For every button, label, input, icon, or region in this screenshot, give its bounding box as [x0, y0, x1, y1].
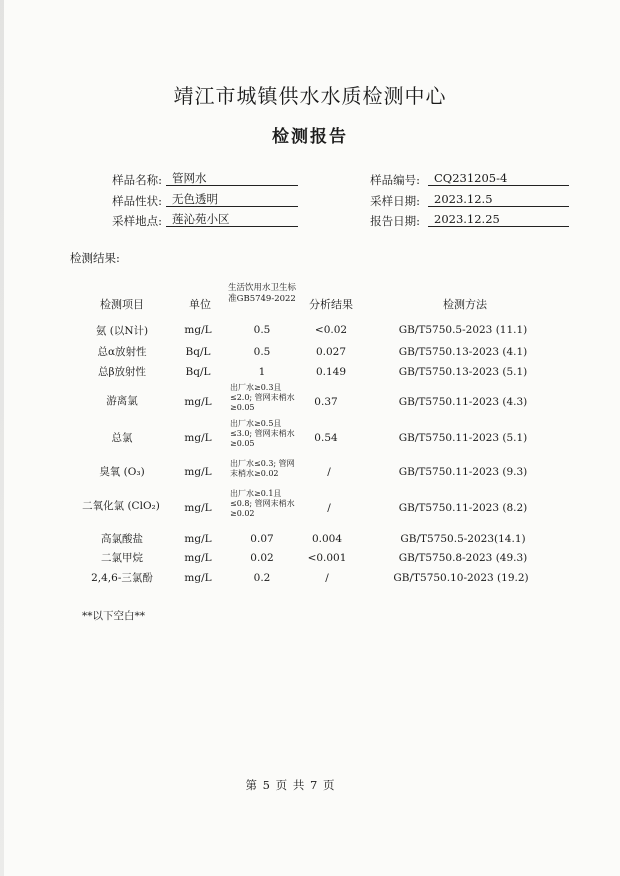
end-of-data-mark: **以下空白** [82, 610, 145, 622]
row-item: 总β放射性 [97, 366, 147, 378]
header-unit: 单位 [189, 298, 211, 311]
sample-name-value: 管网水 [166, 171, 298, 186]
row-standard: 0.5 [253, 346, 271, 358]
row-item: 臭氧 (O₃) [99, 466, 145, 478]
row-method: GB/T5750.11-2023 (5.1) [398, 432, 528, 444]
row-standard: 1 [258, 366, 266, 378]
row-standard: 0.02 [250, 552, 274, 564]
header-item: 检测项目 [100, 298, 144, 311]
row-unit: Bq/L [185, 366, 211, 378]
row-item: 总氯 [111, 432, 133, 444]
row-item: 游离氯 [106, 395, 138, 407]
header-method: 检测方法 [443, 298, 487, 311]
report-title: 检测报告 [272, 127, 348, 147]
row-result: <0.001 [307, 552, 347, 564]
sample-state-label: 样品性状: [112, 194, 162, 208]
row-result: / [327, 466, 331, 478]
row-unit: mg/L [184, 572, 212, 584]
row-item: 二氧化氯 (ClO₂) [82, 500, 160, 512]
sample-id-value: CQ231205-4 [428, 171, 569, 186]
row-standard: 0.07 [250, 533, 274, 545]
row-standard: 出厂水≥0.5且≤3.0; 管网末梢水≥0.05 [230, 419, 295, 448]
organization-title: 靖江市城镇供水水质检测中心 [173, 84, 447, 108]
row-unit: mg/L [184, 533, 212, 545]
row-method: GB/T5750.11-2023 (8.2) [398, 502, 528, 514]
row-method: GB/T5750.13-2023 (5.1) [398, 366, 528, 378]
page-number: 第 5 页 共 7 页 [245, 778, 335, 792]
header-result: 分析结果 [309, 298, 353, 311]
row-unit: mg/L [184, 466, 212, 478]
row-result: / [327, 502, 331, 514]
row-standard: 0.5 [253, 324, 271, 336]
sample-id-label: 样品编号: [370, 173, 420, 187]
sample-name-label: 样品名称: [112, 173, 162, 187]
header-standard: 生活饮用水卫生标准GB5749-2022 [228, 283, 297, 304]
sample-location-label: 采样地点: [112, 214, 162, 228]
row-result: / [325, 572, 329, 584]
row-unit: Bq/L [185, 346, 211, 358]
row-item: 高氯酸盐 [101, 533, 143, 545]
row-item: 总α放射性 [97, 346, 147, 358]
report-date-value: 2023.12.25 [428, 212, 569, 227]
row-result: 0.37 [314, 396, 338, 408]
sample-state-value: 无色透明 [166, 192, 298, 207]
row-method: GB/T5750.5-2023(14.1) [400, 533, 526, 545]
row-method: GB/T5750.10-2023 (19.2) [393, 572, 529, 584]
row-standard: 出厂水≥0.3且≤2.0; 管网末梢水≥0.05 [230, 383, 295, 412]
row-method: GB/T5750.13-2023 (4.1) [398, 346, 528, 358]
report-date-label: 报告日期: [370, 214, 420, 228]
row-result: 0.027 [315, 346, 347, 358]
row-item: 二氯甲烷 [101, 552, 143, 564]
row-result: <0.02 [314, 324, 348, 336]
row-item: 2,4,6-三氯酚 [91, 572, 153, 584]
sample-date-value: 2023.12.5 [428, 192, 569, 207]
sample-date-label: 采样日期: [370, 194, 420, 208]
row-method: GB/T5750.8-2023 (49.3) [398, 552, 528, 564]
row-unit: mg/L [184, 396, 212, 408]
row-unit: mg/L [184, 552, 212, 564]
row-unit: mg/L [184, 324, 212, 336]
row-unit: mg/L [184, 502, 212, 514]
results-label: 检测结果: [70, 251, 120, 265]
row-unit: mg/L [184, 432, 212, 444]
row-result: 0.004 [311, 533, 343, 545]
row-result: 0.54 [314, 432, 338, 444]
row-standard: 0.2 [253, 572, 271, 584]
row-method: GB/T5750.11-2023 (4.3) [398, 396, 528, 408]
row-method: GB/T5750.11-2023 (9.3) [398, 466, 528, 478]
row-standard: 出厂水≤0.3; 管网末梢水≥0.02 [230, 459, 295, 478]
row-item: 氨 (以N计) [95, 325, 149, 337]
row-method: GB/T5750.5-2023 (11.1) [398, 324, 528, 336]
sample-location-value: 莲沁苑小区 [166, 212, 298, 227]
row-standard: 出厂水≥0.1且≤0.8; 管网末梢水≥0.02 [230, 489, 295, 518]
row-result: 0.149 [315, 366, 347, 378]
